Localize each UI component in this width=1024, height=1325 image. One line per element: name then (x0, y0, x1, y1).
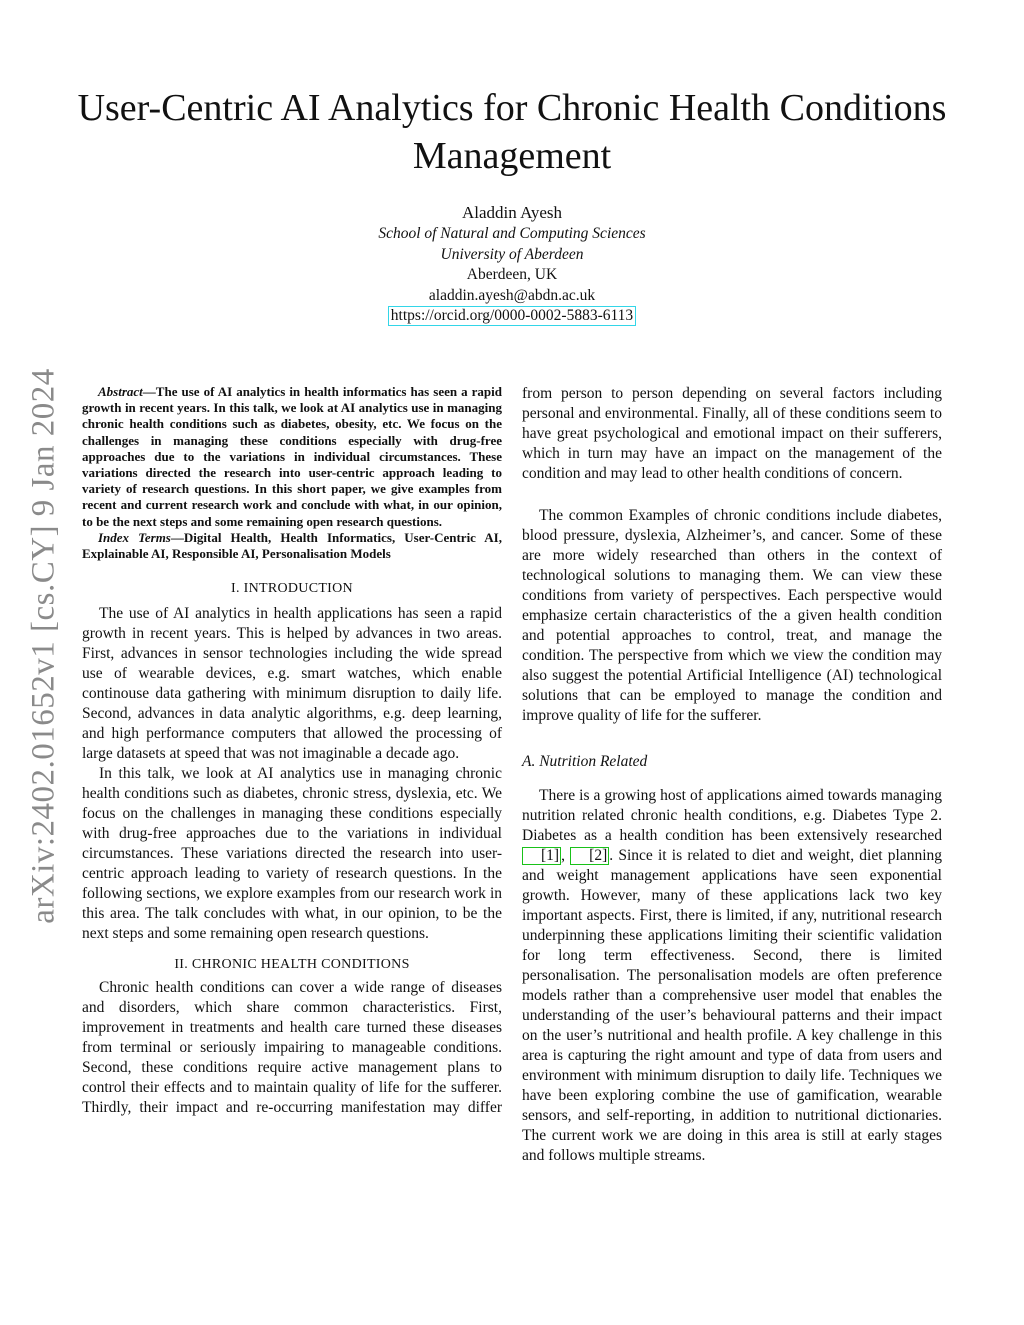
intro-paragraph-1: The use of AI analytics in health applications has seen a rapid growth in recent years. This is helped by advances in two areas. First, advances in sensor technologies including the wide spread use of wearable devices, e.g. smart watches, which enable continouse data gathering with minimum disruption to daily life. Second, advances in data analytic algorithms, e.g. deep learning, and high performance computers that allowed the processing of large datasets at speed that was not imaginable a decade ago. (82, 605, 502, 763)
right-column (522, 384, 942, 1166)
abstract (82, 384, 502, 530)
chronic-paragraph-1: Chronic health conditions can cover a wide range of diseases and disorders, which share common characteristics. First, improvement in treatments and health care turned these diseases from terminal or seriously impairing to manageable conditions. Second, these conditions require active management plans to control their effects and to maintain quality of life for the sufferer. Thirdly, their impact and re-occurring manifestation may differ (82, 979, 502, 1117)
author-department: School of Natural and Computing Sciences (378, 225, 646, 242)
abstract-text: —The use of AI analytics in health informatics has seen a rapid growth in recent years. In this talk, we look at AI analytics use in managing chronic health conditions such as diabetes, obesity, etc. We focus on the challenges in managing these conditions especially with drug-free approaches due to the variations in individual circumstances. These variations directed the research into user-centric approach leading to variety of research questions. In this short paper, we give examples from recent and current research work and conclude with what, in our opinion, to be the next steps and some remaining open research questions. (82, 384, 502, 529)
index-terms-text: —Digital Health, Health Informatics, User-Centric AI, Explainable AI, Responsible AI, Personalisation Models (82, 529, 502, 562)
chronic-paragraph-1-continued (522, 384, 942, 504)
paper-title: User-Centric AI Analytics for Chronic Health Conditions Management (77, 87, 947, 177)
intro-paragraph-2: In this talk, we look at AI analytics use in managing chronic health conditions such as diabetes, chronic stress, dyslexia, etc. We focus on the challenges in managing these conditions especially with drug-free approaches due to the variations in individual circumstances. These variations directed the research into user-centric approach leading to variety of research questions. In the following sections, we explore examples from our research work in this area. The talk concludes with what, in our opinion, to be the next steps and some remaining open research questions. (82, 765, 502, 943)
citation-2[interactable]: [2] (570, 847, 609, 865)
chronic-paragraph-2: The common Examples of chronic conditions include diabetes, blood pressure, dyslexia, Alzheimer’s, and cancer. Some of these are more widely researched than others in the context of technological solutions to managing them. We can view these conditions from variety of perspectives. Each perspective would emphasize certain characteristics of the a given health condition and potential approaches to control, treat, and manage the condition. The perspective from which we view the condition may also suggest the potential Artificial Intelligence (AI) technological solutions that can be employed to manage the condition and improve quality of life for the sufferer. (522, 507, 942, 724)
author-location: Aberdeen, UK (466, 266, 558, 283)
author-university: University of Aberdeen (440, 245, 584, 263)
author-email: aladdin.ayesh@abdn.ac.uk (428, 286, 596, 304)
author-block (0, 202, 1024, 327)
section-heading-chronic: II. CHRONIC HEALTH CONDITIONS (174, 957, 410, 973)
index-terms (82, 530, 502, 562)
abstract-label: Abstract (98, 384, 143, 399)
nutrition-paragraph: There is a growing host of applications aimed towards managing nutrition related chronic health conditions, e.g. Diabetes Type 2. Diabetes as a health condition has been extensively researched [1] , [2] . Since it is related to diet and weight, diet planning and weight management applications have seen exponential growth. However, many of these applications lack two key important aspects. First, there is limited, if any, nutritional research underpinning these applications limiting their scientific validation for long term effectiveness. Second, there is limited personalisation. The personalisation models are often preference models rather than a comprehensive user model that enables the understanding of the user’s behavioural patterns and their impact on the user’s nutritional and health profile. A key challenge in this area is capturing the right amount and type of data from users and environment with minimum disruption to daily life. Techniques we have been exploring combine the use of gamification, wearable sensors, and self-reporting, in addition to nutritional dictionaries. The current work we are doing in this area is still at early stages and follows multiple streams. (522, 787, 943, 1164)
author-name: Aladdin Ayesh (462, 203, 562, 222)
chronic-paragraph-1-overflow: from person to person depending on several factors including personal and environmental. Finally, all of these conditions seem to have great psychological and emotional impact on their sufferers, which in turn may have an impact on the management of the condition and may lead to other health conditions of concern. (522, 385, 942, 482)
arxiv-identifier: arXiv:2402.01652v1 [cs.CY] 9 Jan 2024 (25, 368, 62, 924)
section-heading-introduction: I. INTRODUCTION (231, 581, 353, 597)
orcid-link[interactable]: https://orcid.org/0000-0002-5883-6113 (388, 306, 636, 326)
index-terms-label: Index Terms (98, 529, 171, 545)
left-column (82, 384, 502, 1118)
subsection-heading-nutrition: A. Nutrition Related (522, 753, 648, 770)
citation-1[interactable]: [1] (522, 847, 561, 865)
